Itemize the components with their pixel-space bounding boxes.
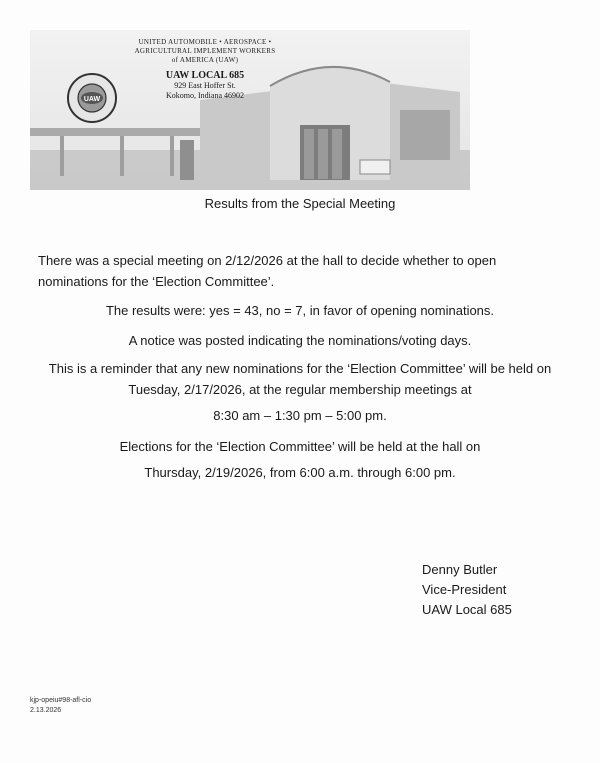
paragraph-times: 8:30 am – 1:30 pm – 5:00 pm. <box>213 408 387 423</box>
paragraph-notice: A notice was posted indicating the nominations/voting days. <box>128 333 472 348</box>
local-name: UAW LOCAL 685 <box>165 70 245 81</box>
street-address: 929 East Hoffer St. <box>174 81 236 90</box>
signature-org: UAW Local 685 <box>422 602 512 617</box>
paragraph-results: The results were: yes = 43, no = 7, in favor of opening nominations. <box>105 303 495 318</box>
footer-code: kjp-opeiu#98-afl-cio <box>30 697 92 704</box>
page-title: Results from the Special Meeting <box>204 196 396 211</box>
paragraph-election-date: Thursday, 2/19/2026, from 6:00 a.m. through 6:00 pm. <box>144 465 456 480</box>
paragraph-meeting: There was a special meeting on 2/12/2026 at the hall to decide whether to open nominations for the ‘Election Committee’. <box>38 253 497 289</box>
uaw-seal-icon <box>66 72 118 124</box>
signature-name: Denny Butler <box>422 562 498 577</box>
footer <box>30 696 91 716</box>
paragraph-reminder: This is a reminder that any new nominations for the ‘Election Committee’ will be held on Tuesday, 2/17/2026, at the regular membership meetings at <box>48 361 552 397</box>
letterhead <box>30 30 470 190</box>
footer-date: 2.13.2026 <box>30 707 62 714</box>
city-address: Kokomo, Indiana 46902 <box>166 91 244 100</box>
paragraph-elections: Elections for the ‘Election Committee’ will be held at the hall on <box>119 439 481 454</box>
union-name: UNITED AUTOMOBILE • AEROSPACE • AGRICULTURAL IMPLEMENT WORKERS <box>134 38 276 55</box>
signature-title: Vice-President <box>422 582 507 597</box>
signature-block <box>422 560 512 620</box>
letterhead-text <box>130 38 280 101</box>
union-name-line2: of AMERICA (UAW) <box>171 56 239 64</box>
svg-text:UAW: UAW <box>83 96 101 103</box>
